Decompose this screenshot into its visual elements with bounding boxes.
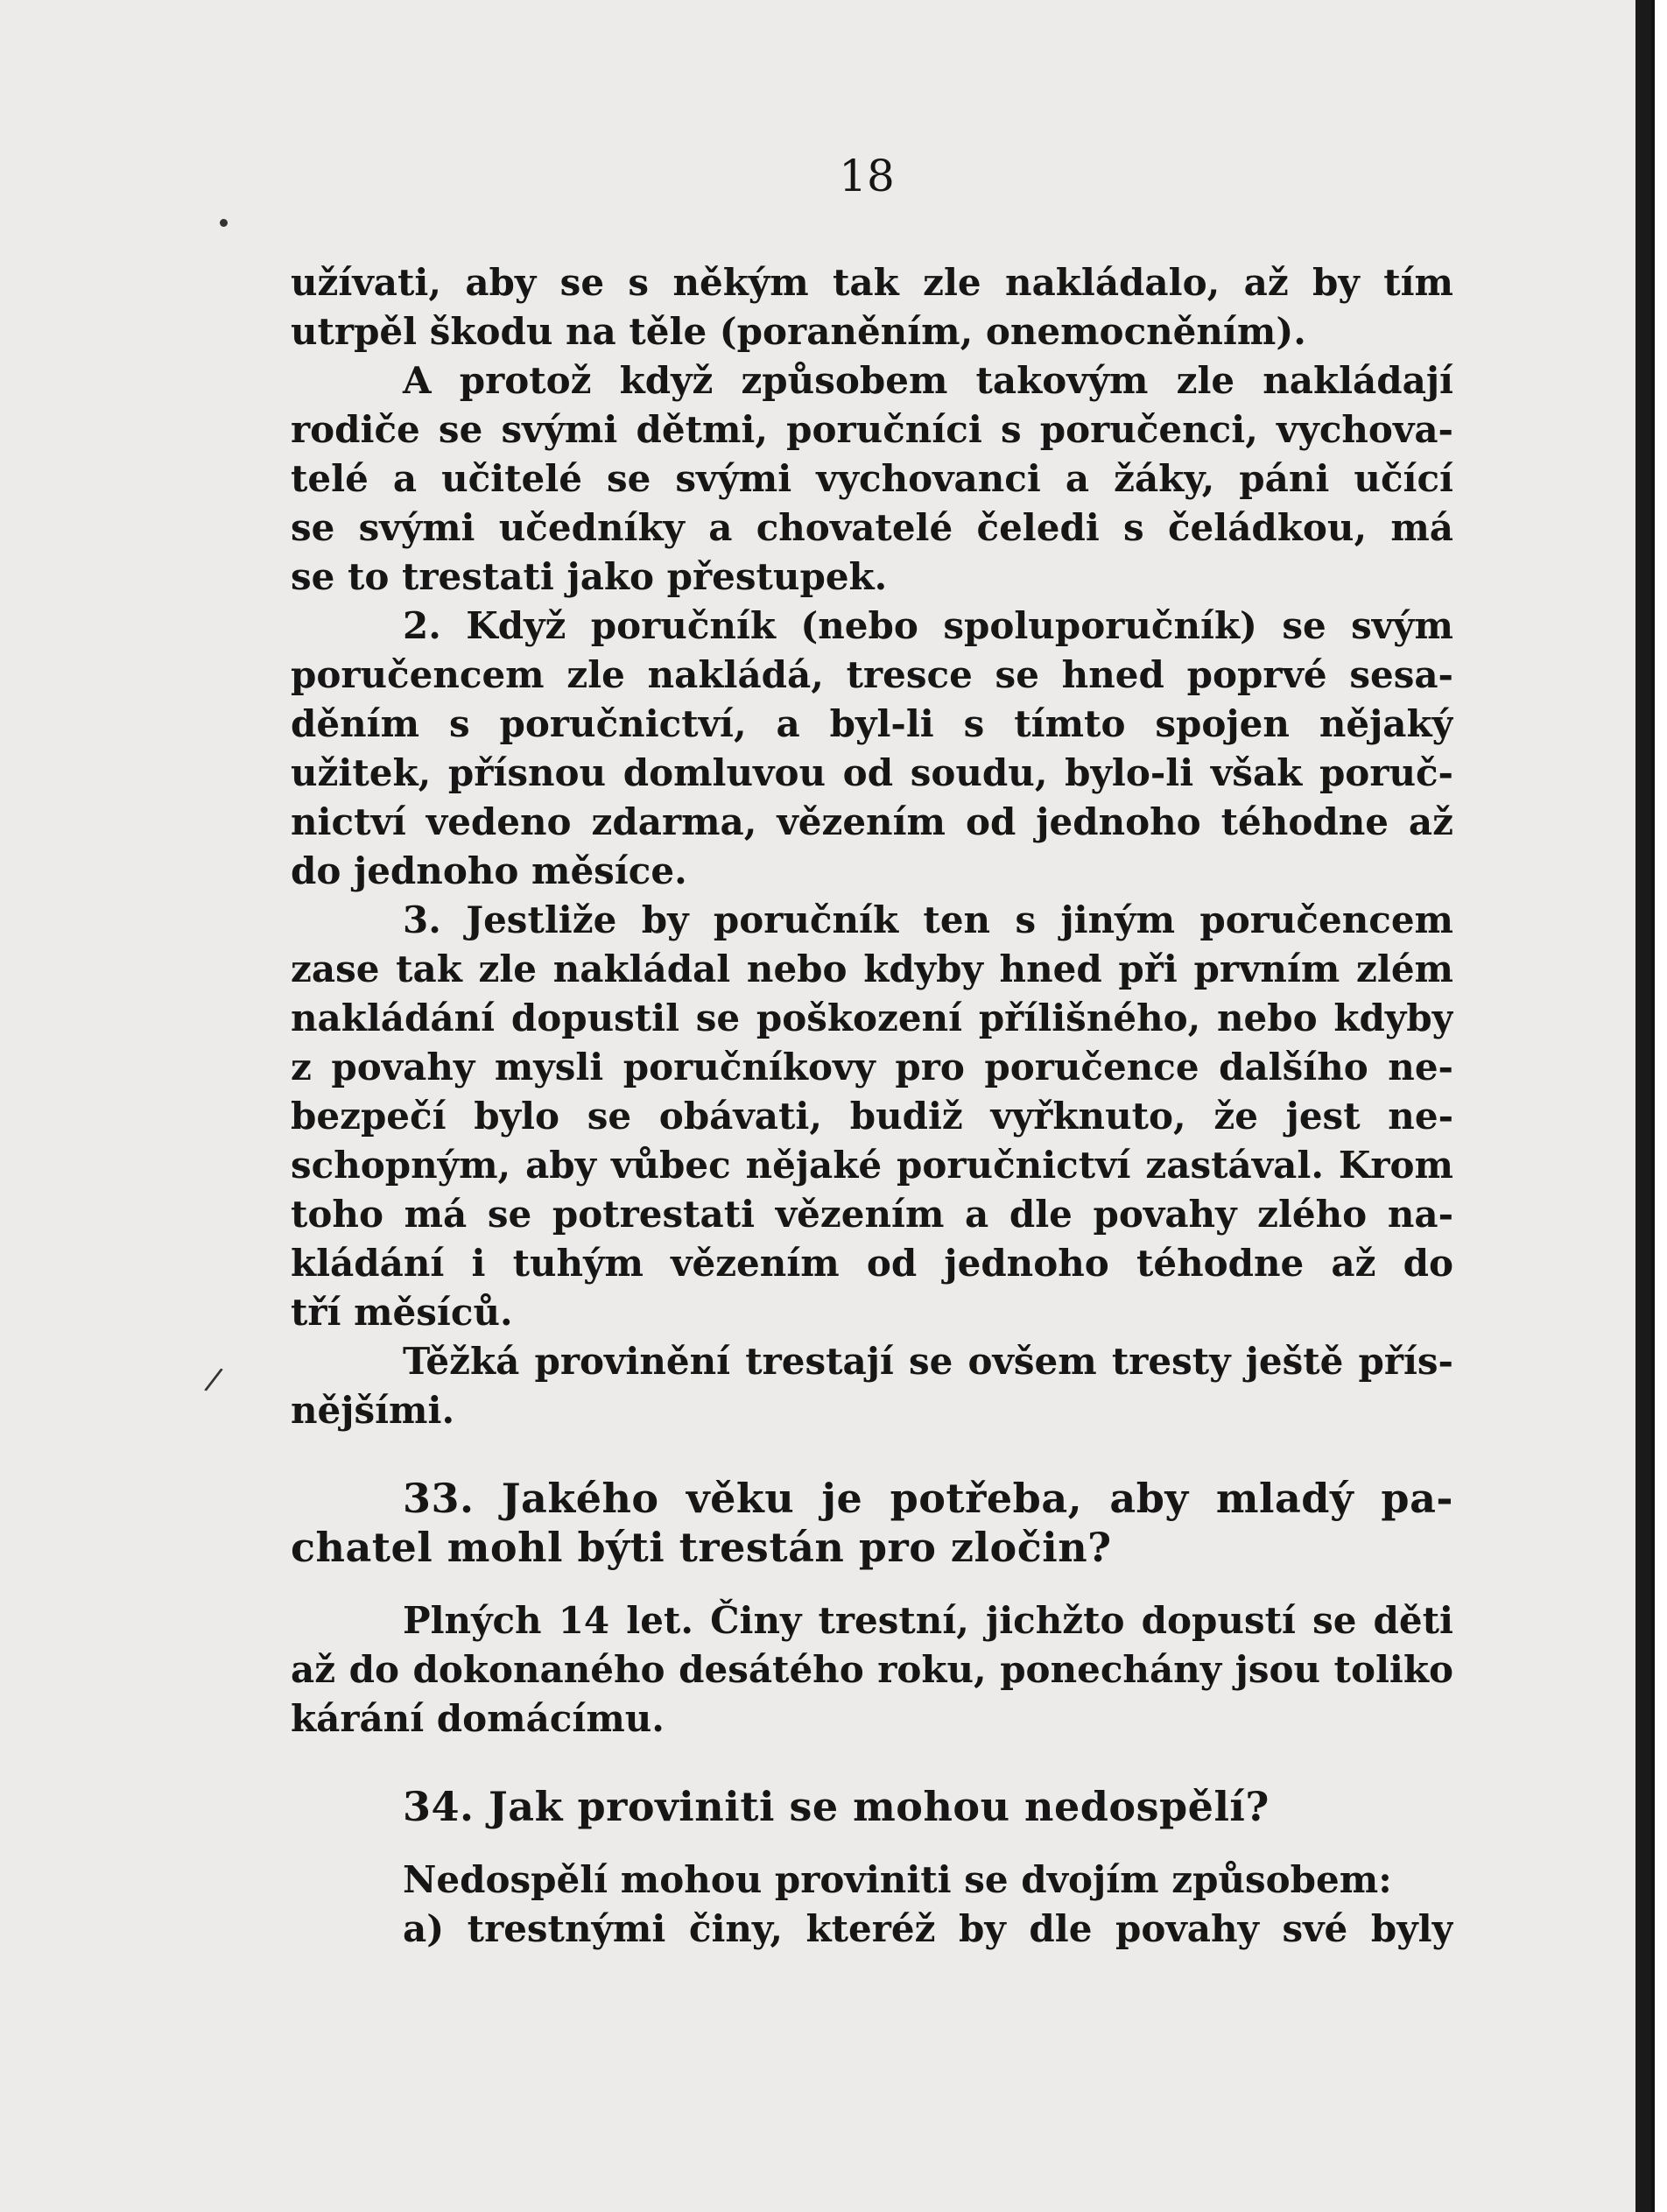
question-34-heading bbox=[291, 1782, 1453, 1831]
page-number: 18 bbox=[839, 151, 895, 201]
spacer bbox=[291, 1831, 1453, 1856]
spacer bbox=[291, 1572, 1453, 1596]
paragraph-4 bbox=[291, 896, 1453, 1337]
heading-line: 34. Jak proviniti se mohou nedospělí? bbox=[403, 1783, 1270, 1830]
heading-line: chatel mohl býti trestán pro zločin? bbox=[291, 1524, 1112, 1571]
text-line: rodiče se svými dětmi, poručníci s poručenci, vychova- bbox=[291, 408, 1453, 451]
text-line: utrpěl škodu na těle (poraněním, onemocněním). bbox=[291, 310, 1306, 353]
text-line: nějšími. bbox=[291, 1389, 455, 1432]
text-line: se to trestati jako přestupek. bbox=[291, 555, 888, 598]
question-34-answer bbox=[291, 1856, 1453, 1954]
text-line: až do dokonaného desátého roku, ponechány jsou toliko bbox=[291, 1648, 1453, 1691]
text-line: zase tak zle nakládal nebo kdyby hned při prvním zlém bbox=[291, 947, 1453, 990]
text-line: užívati, aby se s někým tak zle nakládalo, až by tím bbox=[291, 261, 1453, 304]
text-line: Těžká provinění trestají se ovšem tresty ještě přís- bbox=[403, 1340, 1453, 1383]
paragraph-5 bbox=[291, 1337, 1453, 1435]
text-line: Plných 14 let. Činy trestní, jichžto dopustí se děti bbox=[403, 1599, 1453, 1642]
text-line: 3. Jestliže by poručník ten s jiným poručencem bbox=[403, 898, 1453, 941]
paragraph-1 bbox=[291, 258, 1453, 356]
spacer bbox=[291, 1744, 1453, 1782]
text-line: schopným, aby vůbec nějaké poručnictví zastával. Krom bbox=[291, 1144, 1453, 1187]
text-line: nakládání dopustil se poškození přílišného, nebo kdyby bbox=[291, 997, 1453, 1039]
text-line: z povahy mysli poručníkovy pro poručence dalšího ne- bbox=[291, 1046, 1453, 1088]
text-line: nictví vedeno zdarma, vězením od jednoho téhodne až bbox=[291, 800, 1453, 843]
text-line: bezpečí bylo se obávati, budiž vyřknuto, že jest ne- bbox=[291, 1095, 1453, 1138]
text-line: děním s poručnictví, a byl-li s tímto spojen nějaký bbox=[291, 702, 1453, 745]
text-line: poručencem zle nakládá, tresce se hned poprvé sesa- bbox=[291, 653, 1453, 696]
text-line: do jednoho měsíce. bbox=[291, 849, 687, 892]
question-33-answer bbox=[291, 1596, 1453, 1744]
text-line: užitek, přísnou domluvou od soudu, bylo-li však poruč- bbox=[291, 751, 1453, 794]
text-line: se svými učedníky a chovatelé čeledi s čeládkou, má bbox=[291, 506, 1453, 549]
page-edge-shadow bbox=[1635, 0, 1651, 2212]
text-line: telé a učitelé se svými vychovanci a žáky, páni učící bbox=[291, 457, 1453, 500]
text-line: a) trestnými činy, kteréž by dle povahy své byly bbox=[403, 1907, 1453, 1950]
margin-mark: / bbox=[202, 1361, 225, 1398]
body-text bbox=[291, 258, 1453, 1954]
text-line: A protož když způsobem takovým zle nakládají bbox=[403, 359, 1453, 402]
ink-speck bbox=[220, 219, 228, 227]
paragraph-2 bbox=[291, 356, 1453, 602]
text-line: kárání domácímu. bbox=[291, 1697, 665, 1740]
heading-line: 33. Jakého věku je potřeba, aby mladý pa- bbox=[403, 1475, 1453, 1522]
text-line: Nedospělí mohou proviniti se dvojím způsobem: bbox=[403, 1858, 1392, 1901]
text-line: kládání i tuhým vězením od jednoho téhodne až do bbox=[291, 1242, 1453, 1285]
paragraph-3 bbox=[291, 602, 1453, 896]
spacer bbox=[291, 1435, 1453, 1474]
question-33-heading bbox=[291, 1474, 1453, 1572]
text-line: toho má se potrestati vězením a dle povahy zlého na- bbox=[291, 1193, 1453, 1236]
text-line: tří měsíců. bbox=[291, 1291, 513, 1334]
text-line: 2. Když poručník (nebo spoluporučník) se svým bbox=[403, 604, 1453, 647]
